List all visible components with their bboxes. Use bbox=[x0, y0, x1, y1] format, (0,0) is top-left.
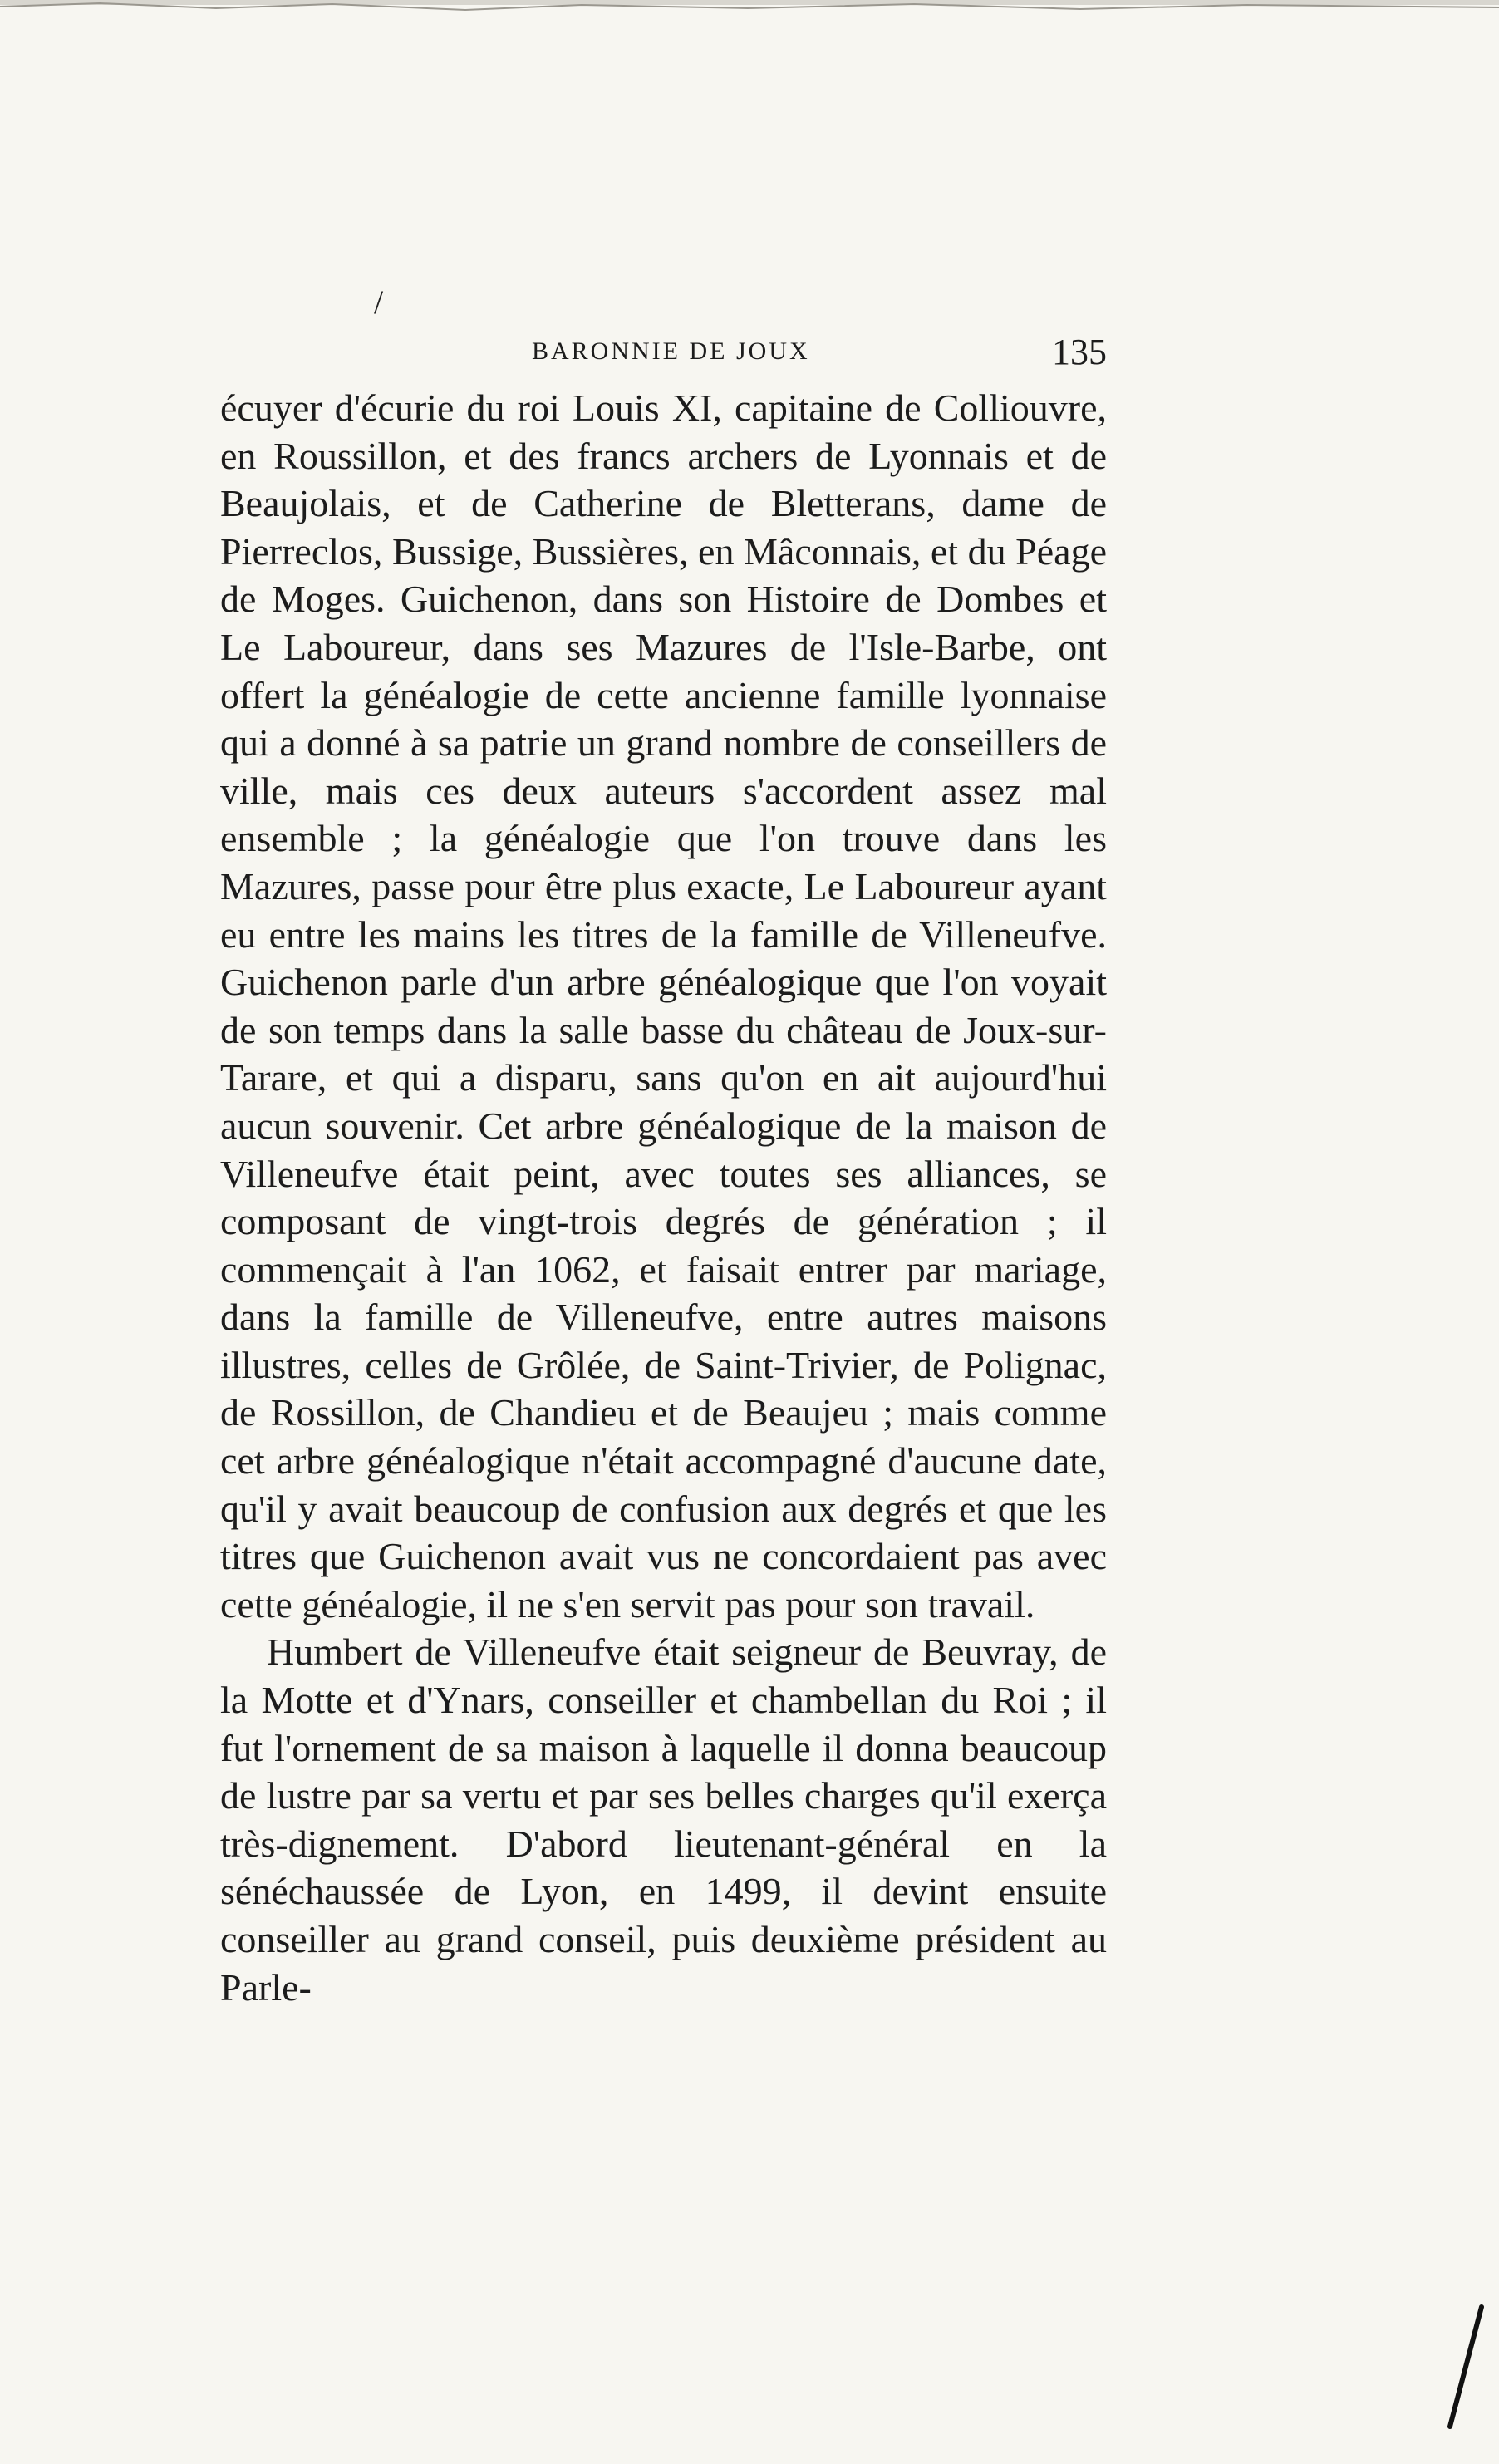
page-header bbox=[220, 331, 1115, 381]
page-number: 135 bbox=[1052, 332, 1107, 372]
scan-edge-noise bbox=[0, 0, 1499, 33]
pencil-stroke-bottom bbox=[1442, 2302, 1492, 2435]
pencil-mark-top: / bbox=[374, 283, 384, 321]
paragraph-1: écuyer d'écurie du roi Louis XI, capitaine de Colliouvre, en Roussillon, et des francs archers de Lyonnais et de Beaujolais, et de Catherine de Bletterans, dame de Pierreclos, Bussige, Bussières, en Mâconnais, et du Péage de Moges. Guichenon, dans son Histoire de Dombes et Le Laboureur, dans ses Mazures de l'Isle-Barbe, ont offert la généalogie de cette ancienne famille lyonnaise qui a donné à sa patrie un grand nombre de conseillers de ville, mais ces deux auteurs s'accordent assez mal ensemble ; la généalogie que l'on trouve dans les Mazures, passe pour être plus exacte, Le Laboureur ayant eu entre les mains les titres de la famille de Villeneufve. Guichenon parle d'un arbre généalogique que l'on voyait de son temps dans la salle basse du château de Joux-sur-Tarare, et qui a disparu, sans qu'on en ait aujourd'hui aucun souvenir. Cet arbre généalogique de la maison de Villeneufve était peint, avec toutes ses alliances, se composant de vingt-trois degrés de génération ; il commençait à l'an 1062, et faisait entrer par mariage, dans la famille de Villeneufve, entre autres maisons illustres, celles de Grôlée, de Saint-Trivier, de Polignac, de Rossillon, de Chandieu et de Beaujeu ; mais comme cet arbre généalogique n'était accompagné d'aucune date, qu'il y avait beaucoup de confusion aux degrés et que les titres que Guichenon avait vus ne concordaient pas avec cette généalogie, il ne s'en servit pas pour son travail. bbox=[220, 386, 1107, 1625]
body-text bbox=[220, 384, 1107, 2011]
paragraph-2: Humbert de Villeneufve était seigneur de Beuvray, de la Motte et d'Ynars, conseiller et chambellan du Roi ; il fut l'ornement de sa maison à laquelle il donna beaucoup de lustre par sa vertu et par ses belles charges qu'il exerça très-dignement. D'abord lieutenant-général en la sénéchaussée de Lyon, en 1499, il devint ensuite conseiller au grand conseil, puis deuxième président au Parle- bbox=[220, 1630, 1107, 2009]
running-title: BARONNIE DE JOUX bbox=[532, 337, 810, 365]
